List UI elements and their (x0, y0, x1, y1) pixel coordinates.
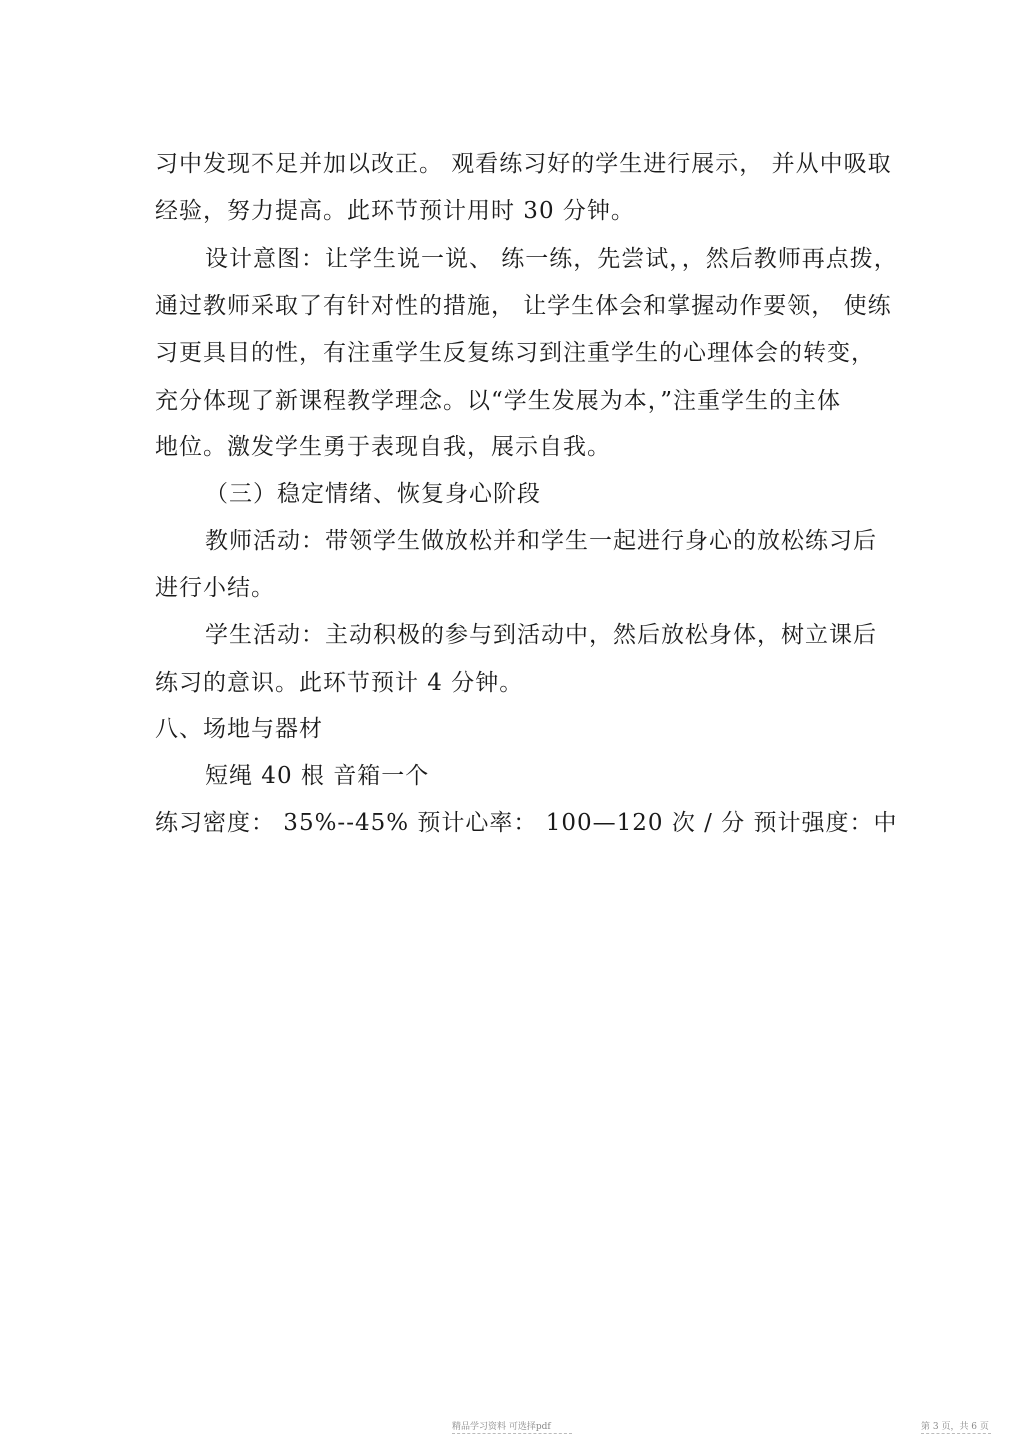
footer-source-text: 精品学习资料 可选择pdf (452, 1422, 551, 1432)
paragraph-line-6: 充分体现了新课程教学理念。以“学生发展为本，”注重学生的主体 (155, 388, 842, 414)
section-heading-3: （三）稳定情绪、恢复身心阶段 (205, 481, 541, 507)
footer-right-divider (921, 1433, 991, 1434)
paragraph-line-3: 设计意图：让学生说一说、 练一练，先尝试，，然后教师再点拨， (205, 246, 898, 272)
footer-page-number: 第 3 页，共 6 页 (921, 1422, 989, 1432)
paragraph-line-2: 经验，努力提高。此环节预计用时 30 分钟。 (155, 198, 635, 224)
footer-left-divider (452, 1433, 572, 1434)
paragraph-line-4: 通过教师采取了有针对性的措施， 让学生体会和掌握动作要领， 使练 (155, 293, 892, 319)
paragraph-line-5: 习更具目的性，有注重学生反复练习到注重学生的心理体会的转变， (155, 340, 875, 366)
paragraph-line-7: 地位。激发学生勇于表现自我，展示自我。 (155, 434, 611, 460)
paragraph-line-1: 习中发现不足并加以改正。 观看练习好的学生进行展示， 并从中吸取 (155, 151, 892, 177)
paragraph-line-11: 学生活动：主动积极的参与到活动中，然后放松身体，树立课后 (205, 622, 877, 648)
paragraph-line-12: 练习的意识。此环节预计 4 分钟。 (155, 670, 524, 696)
paragraph-line-9: 教师活动：带领学生做放松并和学生一起进行身心的放松练习后 (205, 528, 877, 554)
equipment-line: 短绳 40 根 音箱一个 (205, 763, 430, 789)
paragraph-line-10: 进行小结。 (155, 575, 275, 601)
section-heading-8: 八、场地与器材 (155, 716, 323, 742)
exercise-metrics-line: 练习密度： 35%--45% 预计心率： 100—120 次 / 分 预计强度：中 (155, 810, 898, 836)
